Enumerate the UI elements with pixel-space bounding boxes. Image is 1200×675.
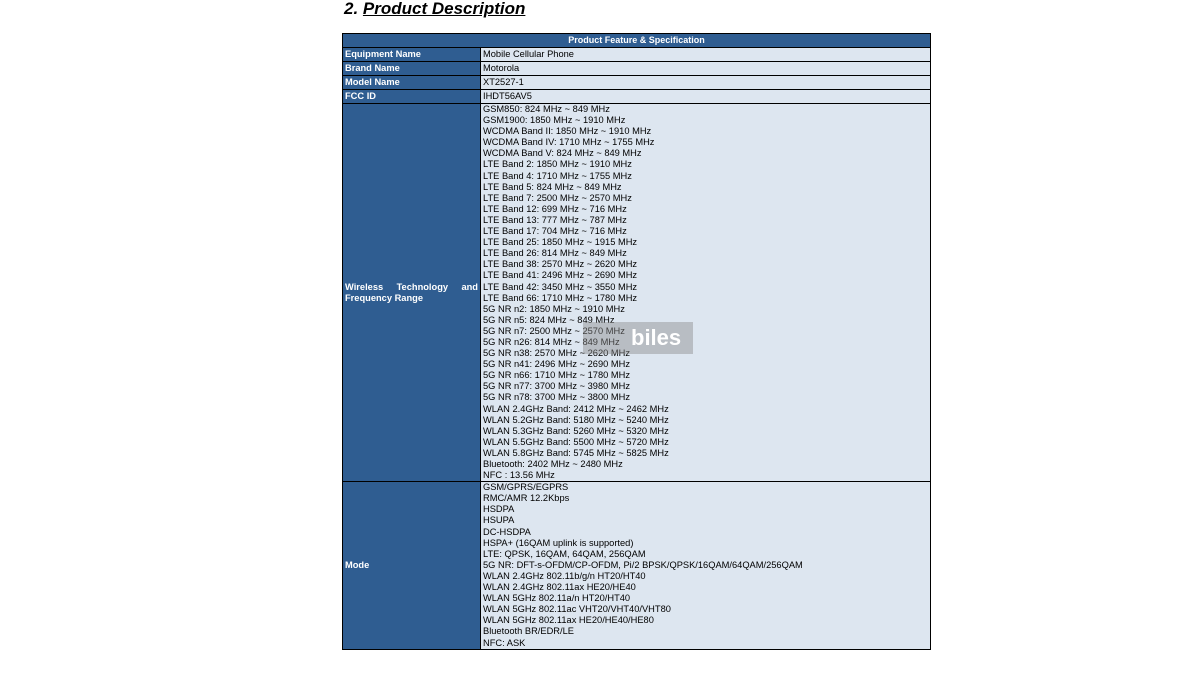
list-item: HSPA+ (16QAM uplink is supported) (483, 537, 634, 548)
list-item: WLAN 5GHz 802.11ax HE20/HE40/HE80 (483, 615, 654, 626)
wireless-technology-label: Wireless Technology and Frequency Range (343, 104, 481, 482)
list-item: LTE Band 5: 824 MHz ~ 849 MHz (483, 181, 622, 192)
list-item: GSM1900: 1850 MHz ~ 1910 MHz (483, 115, 626, 126)
table-row (343, 76, 931, 90)
list-item: 5G NR n77: 3700 MHz ~ 3980 MHz (483, 381, 631, 392)
list-item: LTE Band 17: 704 MHz ~ 716 MHz (483, 226, 627, 237)
watermark: biles (583, 322, 693, 354)
list-item: WLAN 5.8GHz Band: 5745 MHz ~ 5825 MHz (483, 447, 669, 458)
table-row (343, 482, 931, 649)
table-row (343, 48, 931, 62)
list-item: LTE Band 13: 777 MHz ~ 787 MHz (483, 214, 627, 225)
table-row (343, 62, 931, 76)
list-item: 5G NR n38: 2570 MHz ~ 2620 MHz (483, 348, 631, 359)
list-item: LTE Band 25: 1850 MHz ~ 1915 MHz (483, 237, 638, 248)
model-name-value: XT2527-1 (481, 76, 931, 90)
list-item: LTE Band 38: 2570 MHz ~ 2620 MHz (483, 259, 638, 270)
list-item: DC-HSDPA (483, 526, 531, 537)
list-item: 5G NR n2: 1850 MHz ~ 1910 MHz (483, 303, 625, 314)
list-item: LTE Band 41: 2496 MHz ~ 2690 MHz (483, 270, 638, 281)
list-item: WLAN 5GHz 802.11a/n HT20/HT40 (483, 593, 631, 604)
list-item: 5G NR n26: 814 MHz ~ 849 MHz (483, 336, 620, 347)
section-title: Product Description (362, 0, 526, 18)
brand-name-value: Motorola (481, 62, 931, 76)
list-item: NFC : 13.56 MHz (483, 470, 555, 481)
list-item: WCDMA Band IV: 1710 MHz ~ 1755 MHz (483, 137, 655, 148)
list-item: LTE Band 42: 3450 MHz ~ 3550 MHz (483, 281, 638, 292)
list-item: LTE Band 2: 1850 MHz ~ 1910 MHz (483, 159, 632, 170)
list-item: WLAN 5.5GHz Band: 5500 MHz ~ 5720 MHz (483, 436, 669, 447)
table-row (343, 104, 931, 482)
list-item: HSDPA (483, 504, 515, 515)
mode-values (481, 482, 931, 649)
spec-table (342, 33, 931, 650)
wireless-technology-values (481, 104, 931, 482)
list-item: LTE Band 66: 1710 MHz ~ 1780 MHz (483, 292, 638, 303)
list-item: NFC: ASK (483, 637, 526, 648)
list-item: 5G NR n5: 824 MHz ~ 849 MHz (483, 314, 615, 325)
list-item: WLAN 2.4GHz 802.11ax HE20/HE40 (483, 582, 636, 593)
list-item: 5G NR: DFT-s-OFDM/CP-OFDM, Pi/2 BPSK/QPSK/16QAM/64QAM/256QAM (483, 559, 803, 570)
list-item: WLAN 5.2GHz Band: 5180 MHz ~ 5240 MHz (483, 414, 669, 425)
brand-name-label: Brand Name (343, 62, 481, 76)
list-item: 5G NR n41: 2496 MHz ~ 2690 MHz (483, 359, 631, 370)
fcc-id-value: IHDT56AV5 (481, 90, 931, 104)
list-item: WLAN 2.4GHz Band: 2412 MHz ~ 2462 MHz (483, 403, 669, 414)
list-item: GSM/GPRS/EGPRS (483, 482, 569, 493)
list-item: WCDMA Band V: 824 MHz ~ 849 MHz (483, 148, 642, 159)
section-number: 2. (344, 0, 359, 18)
model-name-label: Model Name (343, 76, 481, 90)
list-item: 5G NR n78: 3700 MHz ~ 3800 MHz (483, 392, 631, 403)
list-item: Bluetooth: 2402 MHz ~ 2480 MHz (483, 459, 623, 469)
list-item: LTE Band 4: 1710 MHz ~ 1755 MHz (483, 170, 632, 181)
equipment-name-value: Mobile Cellular Phone (481, 48, 931, 62)
list-item: LTE Band 26: 814 MHz ~ 849 MHz (483, 248, 627, 259)
fcc-id-label: FCC ID (343, 90, 481, 104)
table-row (343, 90, 931, 104)
table-title: Product Feature & Specification (343, 34, 931, 48)
list-item: HSUPA (483, 515, 515, 526)
list-item: LTE: QPSK, 16QAM, 64QAM, 256QAM (483, 548, 646, 559)
list-item: Bluetooth BR/EDR/LE (483, 626, 574, 637)
equipment-name-label: Equipment Name (343, 48, 481, 62)
list-item: WCDMA Band II: 1850 MHz ~ 1910 MHz (483, 126, 652, 137)
list-item: 5G NR n66: 1710 MHz ~ 1780 MHz (483, 370, 631, 381)
list-item: WLAN 5.3GHz Band: 5260 MHz ~ 5320 MHz (483, 425, 669, 436)
list-item: GSM850: 824 MHz ~ 849 MHz (483, 104, 610, 114)
list-item: 5G NR n7: 2500 MHz ~ 2570 MHz (483, 325, 625, 336)
list-item: LTE Band 7: 2500 MHz ~ 2570 MHz (483, 192, 632, 203)
list-item: WLAN 5GHz 802.11ac VHT20/VHT40/VHT80 (483, 604, 671, 615)
table-title-row (343, 34, 931, 48)
section-heading (344, 0, 525, 18)
list-item: RMC/AMR 12.2Kbps (483, 493, 570, 504)
list-item: WLAN 2.4GHz 802.11b/g/n HT20/HT40 (483, 570, 646, 581)
list-item: LTE Band 12: 699 MHz ~ 716 MHz (483, 203, 627, 214)
mode-label: Mode (343, 482, 481, 649)
